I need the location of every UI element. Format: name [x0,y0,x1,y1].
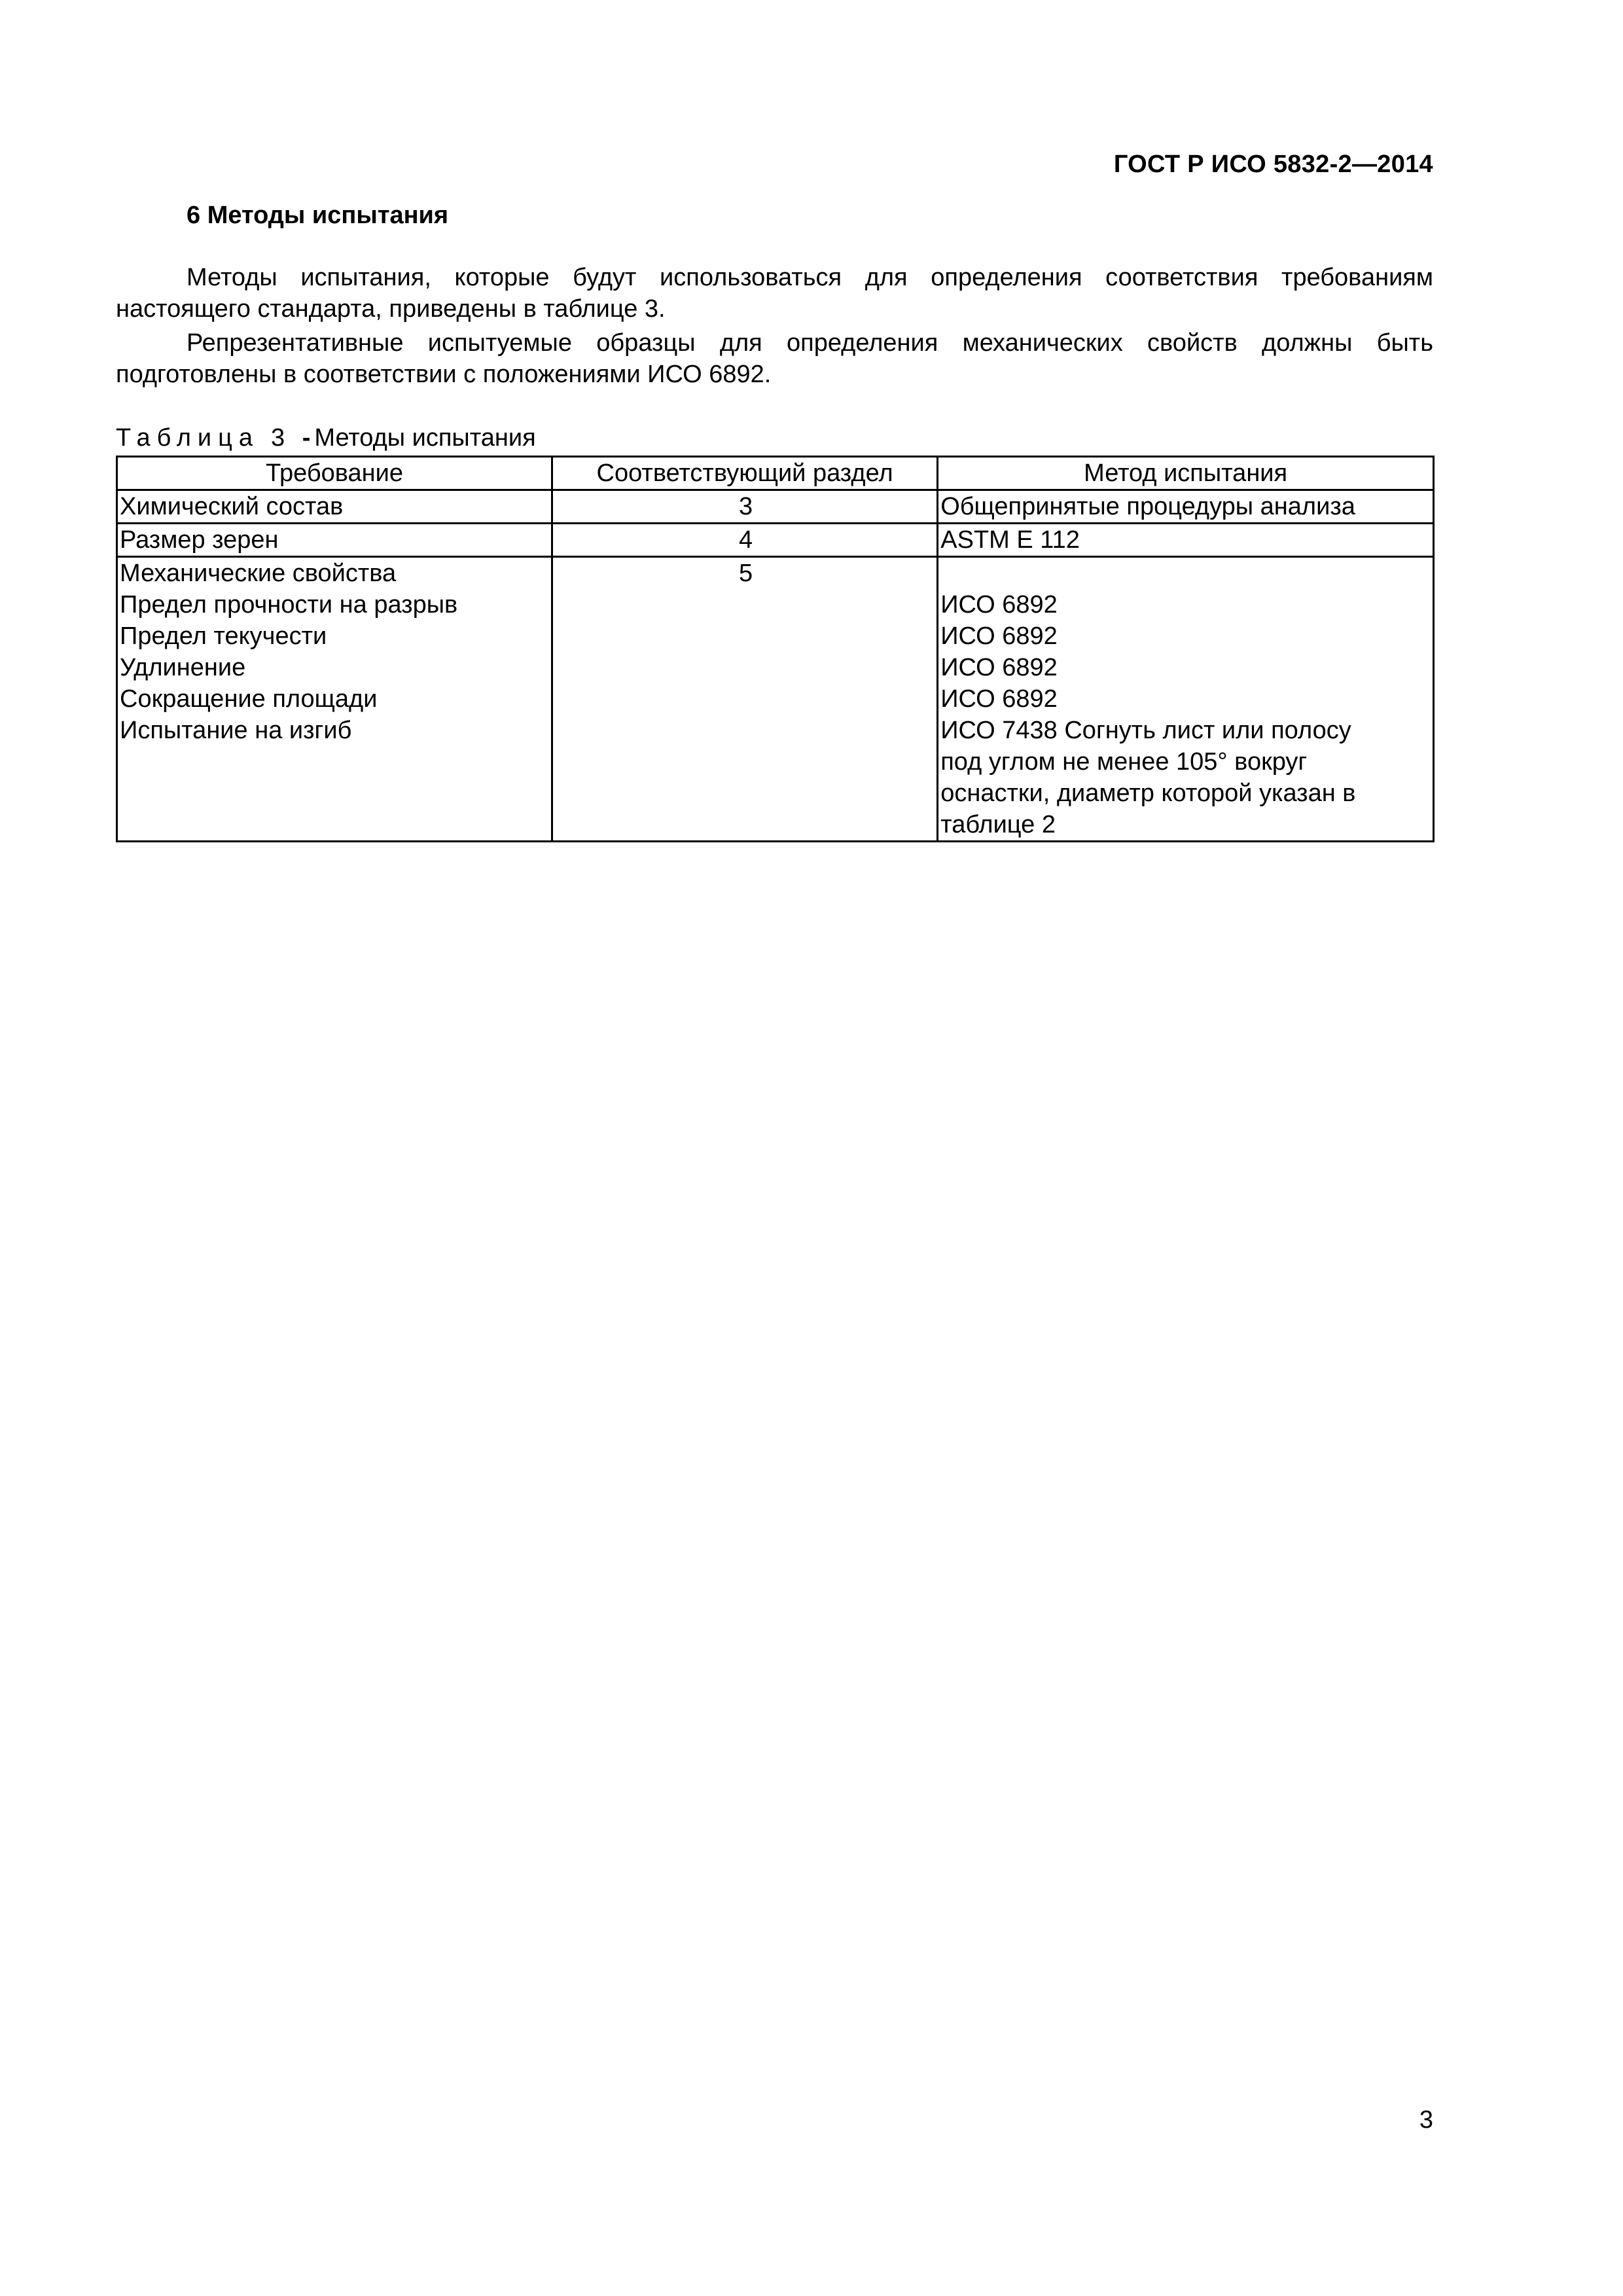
requirement-text: Испытание на изгиб [120,717,352,744]
cell-method [938,490,1434,524]
method-text: под углом не менее 105° вокруг [940,748,1308,776]
requirement-text: Химический состав [120,493,344,520]
requirement-text: Размер зерен [120,526,279,554]
cell-requirement [117,490,552,524]
method-text: ИСО 6892 [940,622,1058,650]
method-text: ИСО 6892 [940,685,1058,713]
table-caption-separator: - [302,424,311,452]
table-caption-title: Методы испытания [314,424,536,452]
method-text: ASTM E 112 [940,526,1080,554]
column-header-section: Соответствующий раздел [552,457,937,490]
method-text: ИСО 7438 Согнуть лист или полосу [940,717,1351,744]
method-text: таблице 2 [940,811,1056,838]
method-text: Общепринятые процедуры анализа [940,493,1355,520]
table-caption [116,422,536,454]
document-code: ГОСТ Р ИСО 5832-2—2014 [1113,151,1433,178]
paragraph-specimens: Репрезентативные испытуемые образцы для определения механических свойств должны быть подготовлены в соответствии с положениями ИСО 6892. [116,329,1433,388]
table-row [117,490,1434,524]
test-methods-table [116,456,1435,842]
requirement-text: Предел прочности на разрыв [120,591,458,619]
cell-requirement [117,557,552,842]
table-header-row [117,457,1434,490]
cell-section: 5 [552,557,937,842]
column-header-method: Метод испытания [938,457,1434,490]
table-row [117,524,1434,557]
method-text: оснастки, диаметр которой указан в [940,780,1356,807]
requirement-text: Удлинение [120,654,246,681]
cell-requirement [117,524,552,557]
table-caption-number: 3 [271,424,292,452]
paragraph-methods-reference: Методы испытания, которые будут использоваться для определения соответствия требованиям настоящего стандарта, приведены в таблице 3. [116,264,1433,323]
table-caption-word: Таблица [116,424,259,452]
section-heading: 6 Методы испытания [187,202,449,229]
cell-method [938,524,1434,557]
method-text: ИСО 6892 [940,591,1058,619]
requirement-text: Сокращение площади [120,685,378,713]
table-row [117,557,1434,842]
requirement-text: Механические свойства [120,560,397,587]
cell-method [938,557,1434,842]
page-number: 3 [1419,2106,1433,2134]
column-header-requirement: Требование [117,457,552,490]
method-text: ИСО 6892 [940,654,1058,681]
cell-section: 3 [552,490,937,524]
cell-section: 4 [552,524,937,557]
requirement-text: Предел текучести [120,622,327,650]
method-text [940,558,1433,589]
